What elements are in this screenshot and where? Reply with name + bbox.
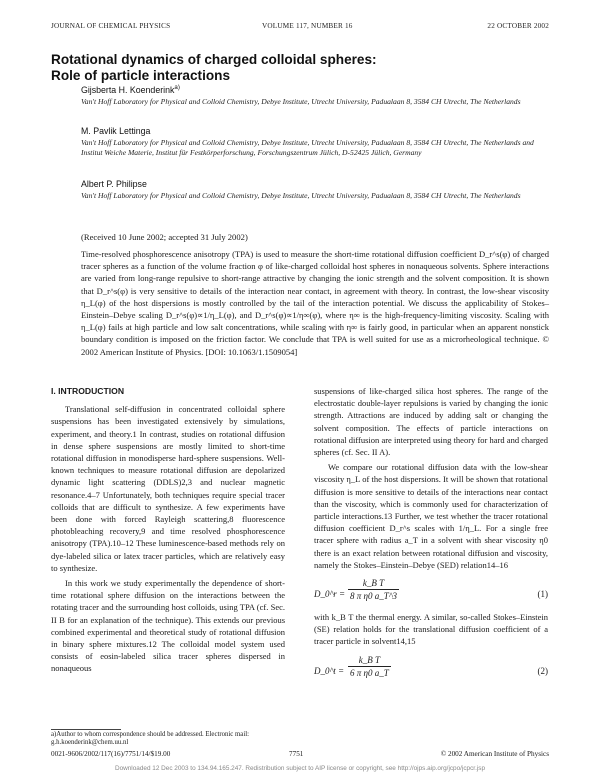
footer-copyright: © 2002 American Institute of Physics	[440, 750, 549, 758]
eq1-number: (1)	[537, 589, 548, 600]
title-line-1: Rotational dynamics of charged colloidal spheres:	[51, 52, 377, 67]
abstract-text: Time-resolved phosphorescence anisotropy (TPA) is used to measure the short-time rotational diffusion coefficient D_r^s(φ) of charged tracer spheres as a function of the volume fraction φ of like-charged colloidal host spheres in nonaqueous solvents. Sphere interactions are varied from long-range repulsive to short-range attractive by changing the ionic strength and the solvent composition. It is shown that D_r^s(φ) is very sensitive to details of the interaction near contact, in agreement with theory. In contrast, the low-shear viscosity η_L(φ) of the host dispersions is mostly controlled by the tail of the interaction potential. We discuss the applicability of Stokes–Einstein–Debye scaling D_r^s(φ)∝1/η_L(φ), and D_r^s(φ)∝1/η∞(φ), where η∞ is the high-frequency-limiting viscosity. Scaling with η_L(φ) fails at high particle and low salt concentrations, while scaling with η∞ is fairly good, in particular when an apparent nonstick boundary condition is imposed on the friction factor. We conclude that TPA is well suited for use as a microrheological technique.	[81, 249, 549, 345]
author-1-mark: a)	[174, 84, 180, 92]
eq1-numerator: k_B T	[348, 577, 399, 590]
eq1-fraction	[348, 577, 399, 602]
intro-paragraph-3: suspensions of like-charged silica host spheres. The range of the electrostatic double-layer repulsions is varied by changing the ionic strength. Attractions are induced by adding salt or changing the solvent composition. The effects of particle interactions on rotational diffusion are interpreted using theory for hard and charged spheres (cf. Sec. II A).	[314, 386, 548, 458]
right-column	[314, 385, 548, 688]
footer-issn: 0021-9606/2002/117(16)/7751/14/$19.00	[51, 750, 171, 758]
equation-1	[314, 577, 548, 611]
journal-name: JOURNAL OF CHEMICAL PHYSICS	[51, 22, 171, 30]
volume-number: VOLUME 117, NUMBER 16	[262, 22, 353, 30]
eq2-numerator: k_B T	[348, 654, 391, 667]
affiliation-2: Van't Hoff Laboratory for Physical and Colloid Chemistry, Debye Institute, Utrecht University, Padualaan 8, 3584 CH Utrecht, The Netherlands and Institut Weiche Materie, Institut für Festkörperforschung, Forschungszentrum Jülich, D-52425 Jülich, Germany	[81, 138, 534, 157]
author-2: M. Pavlik Lettinga	[81, 126, 151, 136]
received-dates: (Received 10 June 2002; accepted 31 July 2002)	[81, 232, 248, 242]
abstract	[81, 248, 549, 358]
eq2-denominator: 6 π η0 a_T	[350, 667, 389, 678]
affiliation-1: Van't Hoff Laboratory for Physical and Colloid Chemistry, Debye Institute, Utrecht University, Padualaan 8, 3584 CH Utrecht, The Netherlands	[81, 97, 521, 106]
author-1	[81, 85, 180, 95]
intro-paragraph-1: Translational self-diffusion in concentrated colloidal sphere suspensions has been investigated extensively by simulations, experiment, and theory.1 In contrast, studies on rotational diffusion in dense sphere suspensions are mostly limited to short-time rotational diffusion in monodisperse hard-sphere suspensions. Well-known techniques to measure rotational diffusion are depolarized dynamic light scattering (DDLS)2,3 and nuclear magnetic resonance.4–7 Unfortunately, both techniques require special tracer colloids that are difficult to synthesize. A few experiments have been done with forced Rayleigh scattering,8 fluorescence photobleaching recovery,9 and time resolved phosphorescence anisotropy (TPA).10–12 These luminescence-based methods rely on dye-labeled silica or latex tracer particles, which are relatively easy to synthesize.	[51, 404, 285, 573]
article-title	[51, 52, 377, 83]
footnote-divider	[51, 729, 121, 730]
intro-paragraph-2: In this work we study experimentally the dependence of short-time rotational sphere diffusion on the interactions between the rotating tracer and the surrounding host colloids, using TPA (cf. Sec. II B for an explanation of the technique). This extends our previous combined experimental and theoretical study of rotational diffusion in binary sphere mixtures.12 The colloidal model system used consists of eosin-labeled silica tracer spheres dispersed in nonaqueous	[51, 578, 285, 674]
eq2-fraction	[348, 654, 391, 679]
author-3: Albert P. Philipse	[81, 179, 147, 189]
intro-paragraph-4: We compare our rotational diffusion data with the low-shear viscosity η_L of the host dispersions. It will be shown that rotational diffusion is more sensitive to details of the interactions near contact than the viscosity, which is commonly used for characterization of particle interactions.13 Further, we test whether the tracer rotational diffusion coefficient D_r^s scales with 1/η_L. For a single free tracer sphere with radius a_T in a solvent with shear viscosity η0 there is an exact relation between rotational diffusion and viscosity, namely the Stokes–Einstein–Debye (SED) relation14–16	[314, 462, 548, 570]
eq1-lhs: D_0^r =	[314, 589, 346, 600]
abstract-doi[interactable]: [DOI: 10.1063/1.1509054]	[205, 346, 298, 357]
eq2-lhs: D_0^t =	[314, 665, 345, 676]
eq1-denominator: 8 π η0 a_T^3	[350, 591, 398, 602]
affiliation-3: Van't Hoff Laboratory for Physical and Colloid Chemistry, Debye Institute, Utrecht University, Padualaan 8, 3584 CH Utrecht, The Netherlands	[81, 191, 521, 200]
eq2-number: (2)	[537, 665, 548, 676]
footnote: a)Author to whom correspondence should be addressed. Electronic mail: g.h.koenderink@chem.uu.nl	[51, 731, 249, 747]
title-line-2: Role of particle interactions	[51, 67, 231, 83]
abstract-copyright: © 2002 American Institute of Physics.	[81, 334, 549, 357]
intro-paragraph-5: with k_B T the thermal energy. A similar, so-called Stokes–Einstein (SE) relation holds for the translational diffusion coefficient of a tracer particle in solvent14,15	[314, 612, 548, 647]
issue-date: 22 OCTOBER 2002	[487, 22, 549, 30]
download-notice: Downloaded 12 Dec 2003 to 134.94.165.247. Redistribution subject to AIP license or copyright, see http://ojps.aip.org/jcpo/jcpcr.jsp	[114, 765, 486, 772]
section-heading: I. INTRODUCTION	[51, 386, 125, 396]
equation-2	[314, 654, 548, 688]
page-number: 7751	[289, 750, 304, 758]
author-1-name: Gijsberta H. Koenderink	[81, 85, 175, 95]
left-column	[51, 385, 285, 675]
